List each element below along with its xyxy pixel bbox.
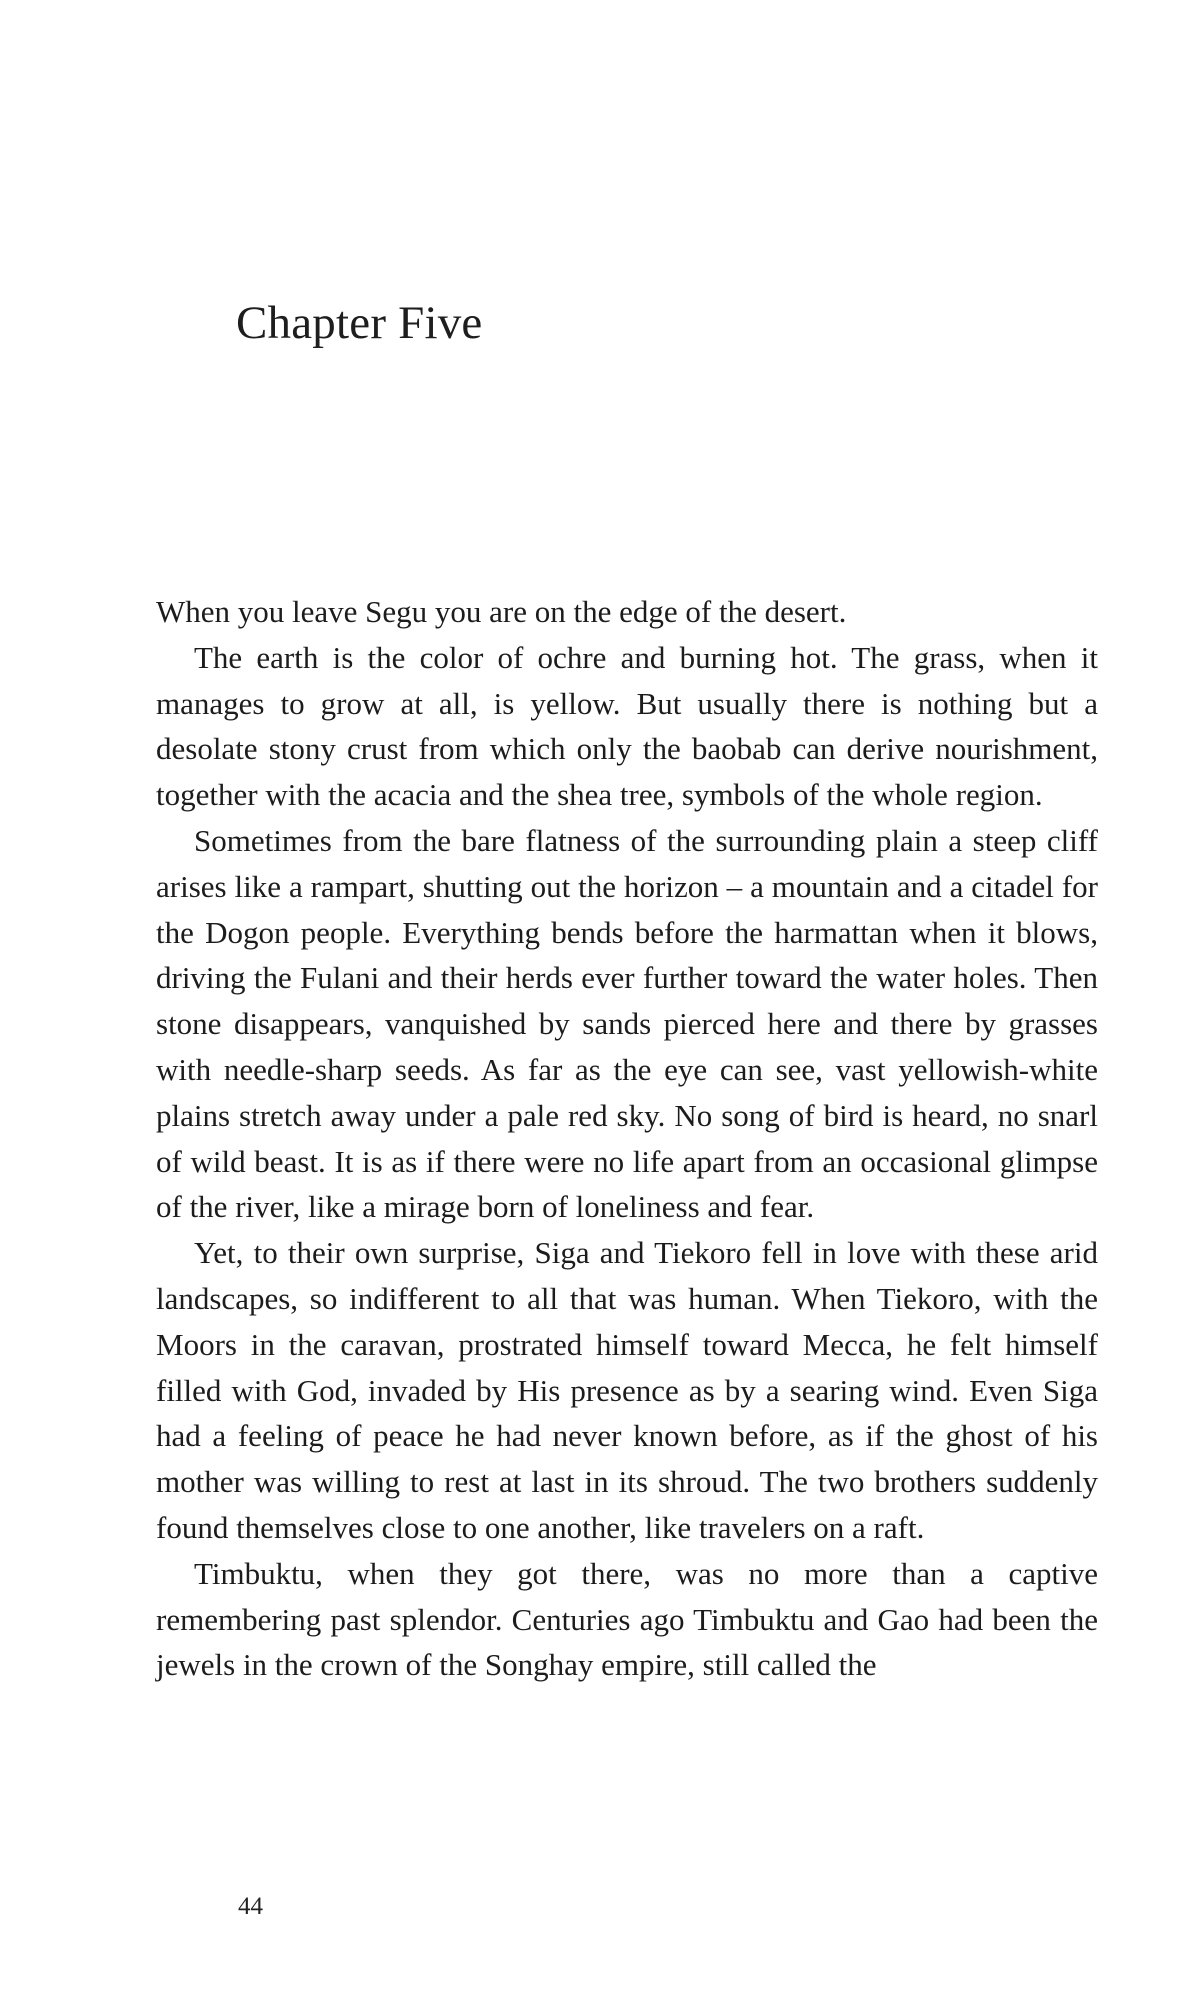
paragraph: Yet, to their own surprise, Siga and Tiekoro fell in love with these arid landscapes, so indifferent to all that was human. When Tiekoro, with the Moors in the caravan, prostrated himself toward Mecca, he felt himself filled with God, invaded by His presence as by a searing wind. Even Siga had a feeling of peace he had never known before, as if the ghost of his mother was willing to rest at last in its shroud. The two brothers suddenly found themselves close to one another, like travelers on a raft. [156,1235,1098,1545]
paragraph: The earth is the color of ochre and burning hot. The grass, when it manages to grow at all, is yellow. But usually there is nothing but a desolate stony crust from which only the baobab can derive nourishment, together with the acacia and the shea tree, symbols of the whole region. [156,639,1098,813]
paragraph: Sometimes from the bare flatness of the surrounding plain a steep cliff arises like a rampart, shutting out the horizon – a mountain and a citadel for the Dogon people. Everything bends before the harmattan when it blows, driving the Fulani and their herds ever further toward the water holes. Then stone disappears, vanquished by sands pierced here and there by grasses with needle-sharp seeds. As far as the eye can see, vast yellowish-white plains stretch away under a pale red sky. No song of bird is heard, no snarl of wild beast. It is as if there were no life apart from an occasional glimpse of the river, like a mirage born of loneliness and fear. [156,822,1098,1225]
page-number: 44 [238,1893,263,1920]
body-text [156,589,1098,1688]
paragraph: When you leave Segu you are on the edge of the desert. [156,594,847,629]
paragraph: Timbuktu, when they got there, was no more than a captive remembering past splendor. Centuries ago Timbuktu and Gao had been the jewels in the crown of the Songhay empire, still called the [156,1555,1098,1683]
chapter-title: Chapter Five [236,297,483,349]
